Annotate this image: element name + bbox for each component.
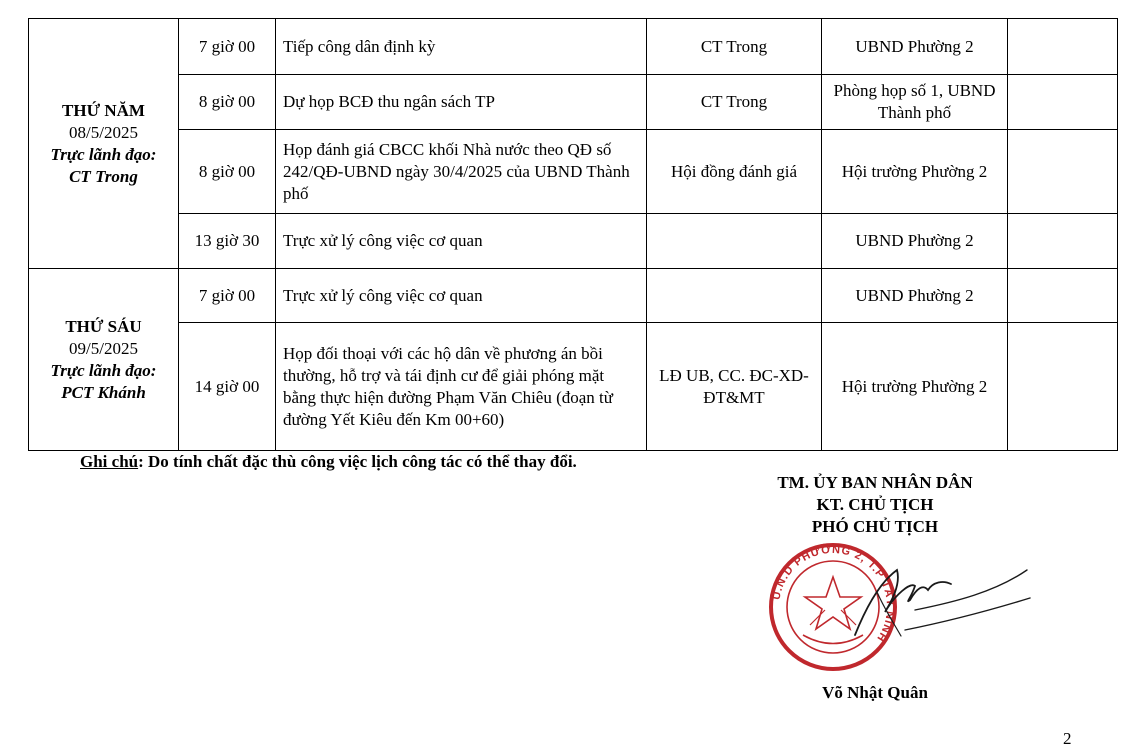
table-row [29,214,1118,269]
signature-title: PHÓ CHỦ TỊCH [811,517,939,536]
signature-org: TM. ỦY BAN NHÂN DÂN [777,473,973,492]
day-date: 09/5/2025 [69,338,138,358]
duty-leader: PCT Khánh [61,382,146,402]
day-cell-friday [29,269,179,451]
note-cell [1008,269,1118,323]
content-cell: Dự họp BCĐ thu ngân sách TP [276,75,647,130]
content-cell: Trực xử lý công việc cơ quan [276,269,647,323]
schedule-table [28,18,1118,451]
time-cell: 13 giờ 30 [179,214,276,269]
table-row [29,75,1118,130]
time-cell: 8 giờ 00 [179,75,276,130]
table-row [29,323,1118,451]
place-cell: UBND Phường 2 [822,269,1008,323]
content-cell: Họp đối thoại với các hộ dân về phương án bồi thường, hỗ trợ và tái định cư để giải phóng mặt bằng thực hiện đường Phạm Văn Chiêu (đoạn từ đường Yết Kiêu đến Km 00+60) [276,323,647,451]
signature-block [740,472,1010,538]
content-cell: Họp đánh giá CBCC khối Nhà nước theo QĐ số 242/QĐ-UBND ngày 30/4/2025 của UBND Thành phố [276,130,647,214]
duty-label: Trực lãnh đạo: [50,360,157,380]
place-cell: UBND Phường 2 [822,214,1008,269]
seal-text: Ủ.N.D PHƯỜNG 2, T.P TÂY NINH [770,543,897,645]
table-row [29,269,1118,323]
footnote-text: : Do tính chất đặc thù công việc lịch công tác có thể thay đổi. [138,452,577,471]
day-cell-thursday [29,19,179,269]
place-cell: Hội trường Phường 2 [822,323,1008,451]
place-cell: UBND Phường 2 [822,19,1008,75]
time-cell: 7 giờ 00 [179,269,276,323]
footnote [80,452,577,472]
table-row [29,19,1118,75]
duty-leader: CT Trong [69,166,138,186]
table-row [29,130,1118,214]
note-cell [1008,75,1118,130]
day-name: THỨ SÁU [65,316,142,336]
chair-cell: Hội đồng đánh giá [647,130,822,214]
chair-cell: CT Trong [647,75,822,130]
note-cell [1008,130,1118,214]
chair-cell [647,269,822,323]
content-cell: Trực xử lý công việc cơ quan [276,214,647,269]
duty-label: Trực lãnh đạo: [50,144,157,164]
chair-cell: CT Trong [647,19,822,75]
chair-cell: LĐ UB, CC. ĐC-XD-ĐT&MT [647,323,822,451]
footnote-label: Ghi chú [80,452,139,471]
content-cell: Tiếp công dân định kỳ [276,19,647,75]
note-cell [1008,19,1118,75]
day-name: THỨ NĂM [62,100,145,120]
signer-name: Võ Nhật Quân [822,683,928,702]
place-cell: Hội trường Phường 2 [822,130,1008,214]
time-cell: 7 giờ 00 [179,19,276,75]
day-date: 08/5/2025 [69,122,138,142]
official-seal-icon [765,540,1045,680]
chair-cell [647,214,822,269]
time-cell: 8 giờ 00 [179,130,276,214]
page-number: 2 [1063,729,1072,748]
time-cell: 14 giờ 00 [179,323,276,451]
note-cell [1008,323,1118,451]
signature-role: KT. CHỦ TỊCH [816,495,934,514]
note-cell [1008,214,1118,269]
place-cell: Phòng họp số 1, UBND Thành phố [822,75,1008,130]
